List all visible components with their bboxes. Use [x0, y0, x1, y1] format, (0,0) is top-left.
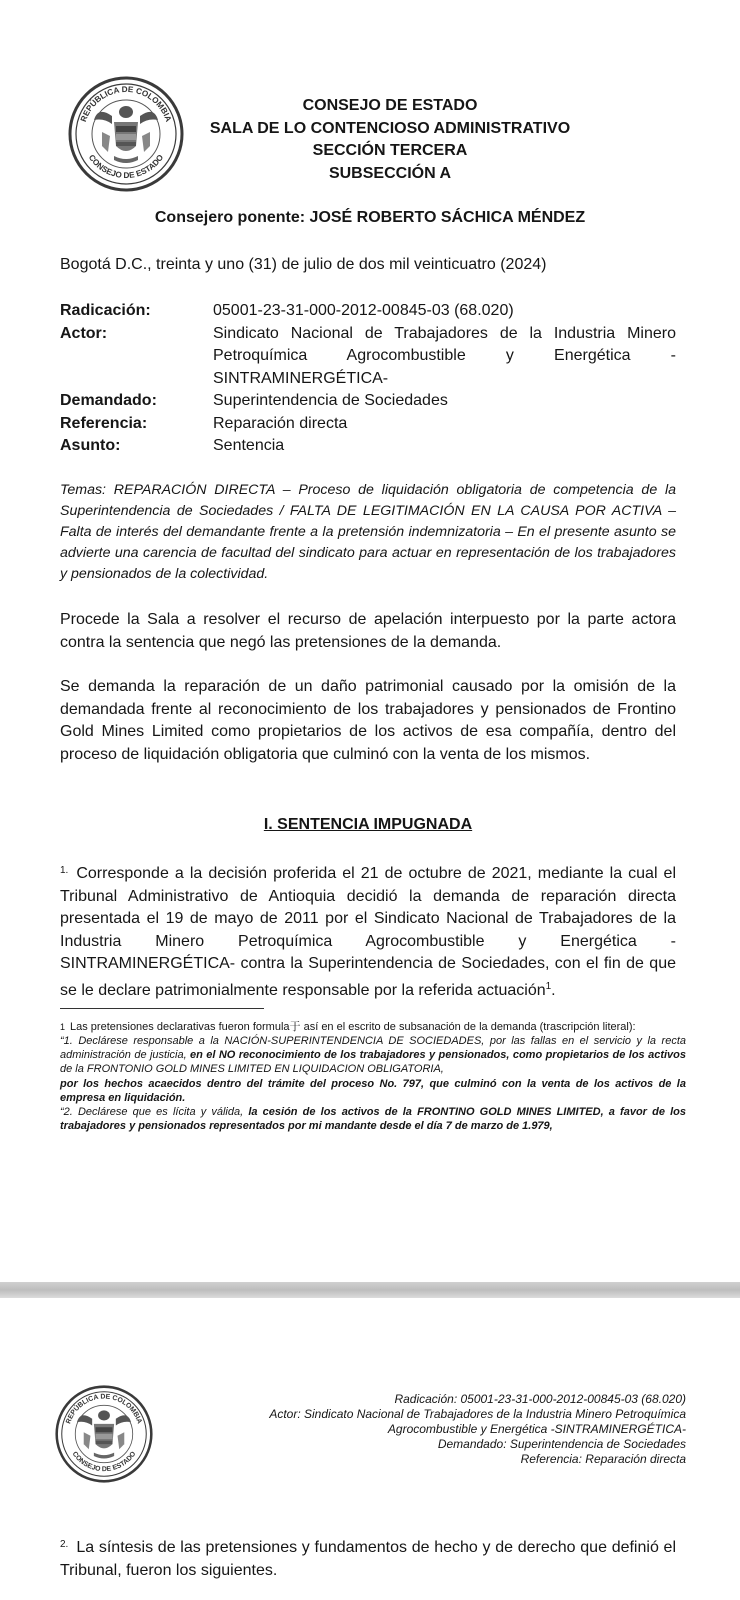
demandado-label: Demandado: [60, 392, 157, 409]
asunto-value: Sentencia [213, 437, 285, 454]
footnote-divider [60, 1008, 264, 1009]
header-line-3: SECCIÓN TERCERA [312, 142, 468, 159]
svg-text:REPÚBLICA DE COLOMBIA: REPÚBLICA DE COLOMBIA [78, 84, 174, 124]
paragraph-1: $^{1.}$ Corresponde a la decisión proferida el 21 de octubre de 2021, mediante la cual el Tribunal Administrativo de Antioquia decidió la demanda de reparación directa presentada el 19 de mayo de 2011 por el Sindicato Nacional de Trabajadores de la Industria Minero Petroquímica Agrocombustible y Energética - SINTRAMINERGÉTICA- contra la Superintendencia de Sociedades, con el fin de que se le declare patrimonialmente responsable por la referida actuación$^1$. [60, 865, 676, 999]
actor-value: Sindicato Nacional de Trabajadores de la Industria Minero Petroquímica Agrocombustible y Energética - SINTRAMINERGÉTICA- [213, 324, 676, 387]
paragraph-2-text: La síntesis de las pretensiones y fundamentos de hecho y de derecho que definió el Tribunal, fueron los siguientes. [60, 1539, 676, 1579]
header-line-1: CONSEJO DE ESTADO [302, 97, 478, 114]
svg-text:CONSEJO DE ESTADO: CONSEJO DE ESTADO [70, 1450, 138, 1474]
case-metadata [60, 300, 676, 460]
radicacion-value: 05001-23-31-000-2012-00845-03 (68.020) [213, 302, 514, 319]
actor-label: Actor: [60, 324, 108, 342]
intro-paragraph-2: Se demanda la reparación de un daño patrimonial causado por la omisión de la demandada frente al reconocimiento de los trabajadores y pensionados de Frontino Gold Mines Limited como propietarios de los activos de esa compañía, dentro del proceso de liquidación obligatoria que culminó con la venta de los mismos. [60, 678, 676, 763]
footnote-item-1: “1. Declárese responsable a la NACIÓN-SUPERINTENDENCIA DE SOCIEDADES, por las fallas en el servicio y la recta administración de justicia, en el NO reconocimiento de los trabajadores y pensionados, como propietarios de los activos de la FRONTONIO GOLD MINES LIMITED EN LIQUIDACION OBLIGATORIA, [60, 1035, 686, 1075]
paragraph-1-text: Corresponde a la decisión proferida el 21 de octubre de 2021, mediante la cual el Tribunal Administrativo de Antioquia decidió la demanda de reparación directa presentada el 19 de mayo de 2011 por el Sindicato Nacional de Trabajadores de la Industria Minero Petroquímica Agrocombustible y Energética - SINTRAMINERGÉTICA- contra la Superintendencia de Sociedades, con el fin de que se le declare patrimonialmente responsable por la referida actuación [60, 865, 676, 999]
paragraph-number: 1. [60, 865, 69, 876]
institution-header [190, 95, 590, 185]
footnote-reference[interactable]: 1 [545, 980, 552, 992]
consejo-de-estado-seal-page-2 [55, 1385, 153, 1483]
footnote-item-2: “2. Declárese que es lícita y válida, la cesión de los activos de la FRONTINO GOLD MINES LIMITED, a favor de los trabajadores y pensionados representados por mi mandante desde el día 7 de marzo de 1.979, [60, 1106, 686, 1132]
intro-paragraph-1: Procede la Sala a resolver el recurso de apelación interpuesto por la parte actora contra la sentencia que negó las pretensiones de la demanda. [60, 611, 676, 651]
running-header-line-5: Referencia: Reparación directa [520, 1452, 686, 1466]
temas-summary: Temas: REPARACIÓN DIRECTA – Proceso de liquidación obligatoria de competencia de la Superintendencia de Sociedades / FALTA DE LEGITIMACIÓN EN LA CAUSA POR ACTIVA – Falta de interés del demandante frente a la pretensión indemnizatoria – En el presente asunto se advierte una carencia de facultad del sindicato para actuar en representación de los trabajadores y pensionados de la colectividad. [60, 482, 676, 582]
paragraph-2 [60, 1534, 676, 1582]
paragraph-number: 2. [60, 1539, 69, 1550]
running-header-line-2: Actor: Sindicato Nacional de Trabajadores de la Industria Minero Petroquímica [269, 1407, 686, 1421]
running-header-line-1: Radicación: 05001-23-31-000-2012-00845-03 (68.020) [394, 1392, 686, 1406]
consejero-ponente: Consejero ponente: JOSÉ ROBERTO SÁCHICA MÉNDEZ [154, 209, 586, 226]
document-date: Bogotá D.C., treinta y uno (31) de julio de dos mil veinticuatro (2024) [60, 256, 547, 273]
running-header-line-3: Agrocombustible y Energética -SINTRAMINERGÉTICA- [387, 1422, 686, 1436]
seal-emblem-icon [55, 1385, 153, 1483]
section-title-sentencia-impugnada: I. SENTENCIA IMPUGNADA [263, 816, 473, 833]
footnote-intro: 1 Las pretensiones declarativas fueron formula于 así en el escrito de subsanación de la demanda (trascripción literal): [60, 1021, 636, 1033]
consejo-de-estado-seal [68, 76, 184, 192]
footnote-number: 1 [60, 1022, 66, 1032]
running-header-line-4: Demandado: Superintendencia de Sociedades [437, 1437, 686, 1451]
page-separator [0, 1282, 740, 1298]
referencia-value: Reparación directa [213, 414, 348, 432]
footnote-item-1-cont: por los hechos acaecidos dentro del trámite del proceso No. 797, que culminó con la venta de los activos de la empresa en liquidación. [60, 1078, 686, 1104]
seal-emblem-icon [68, 76, 184, 192]
running-header [206, 1392, 686, 1467]
svg-text:REPÚBLICA DE COLOMBIA: REPÚBLICA DE COLOMBIA [65, 1393, 143, 1425]
svg-text:CONSEJO DE ESTADO: CONSEJO DE ESTADO [86, 153, 166, 181]
radicacion-label: Radicación: [60, 302, 151, 319]
footnote-1 [60, 1020, 686, 1133]
header-line-4: SUBSECCIÓN A [328, 164, 452, 182]
demandado-value: Superintendencia de Sociedades [213, 392, 448, 409]
asunto-label: Asunto: [60, 437, 121, 454]
header-line-2: SALA DE LO CONTENCIOSO ADMINISTRATIVO [209, 119, 571, 137]
referencia-label: Referencia: [60, 414, 148, 432]
